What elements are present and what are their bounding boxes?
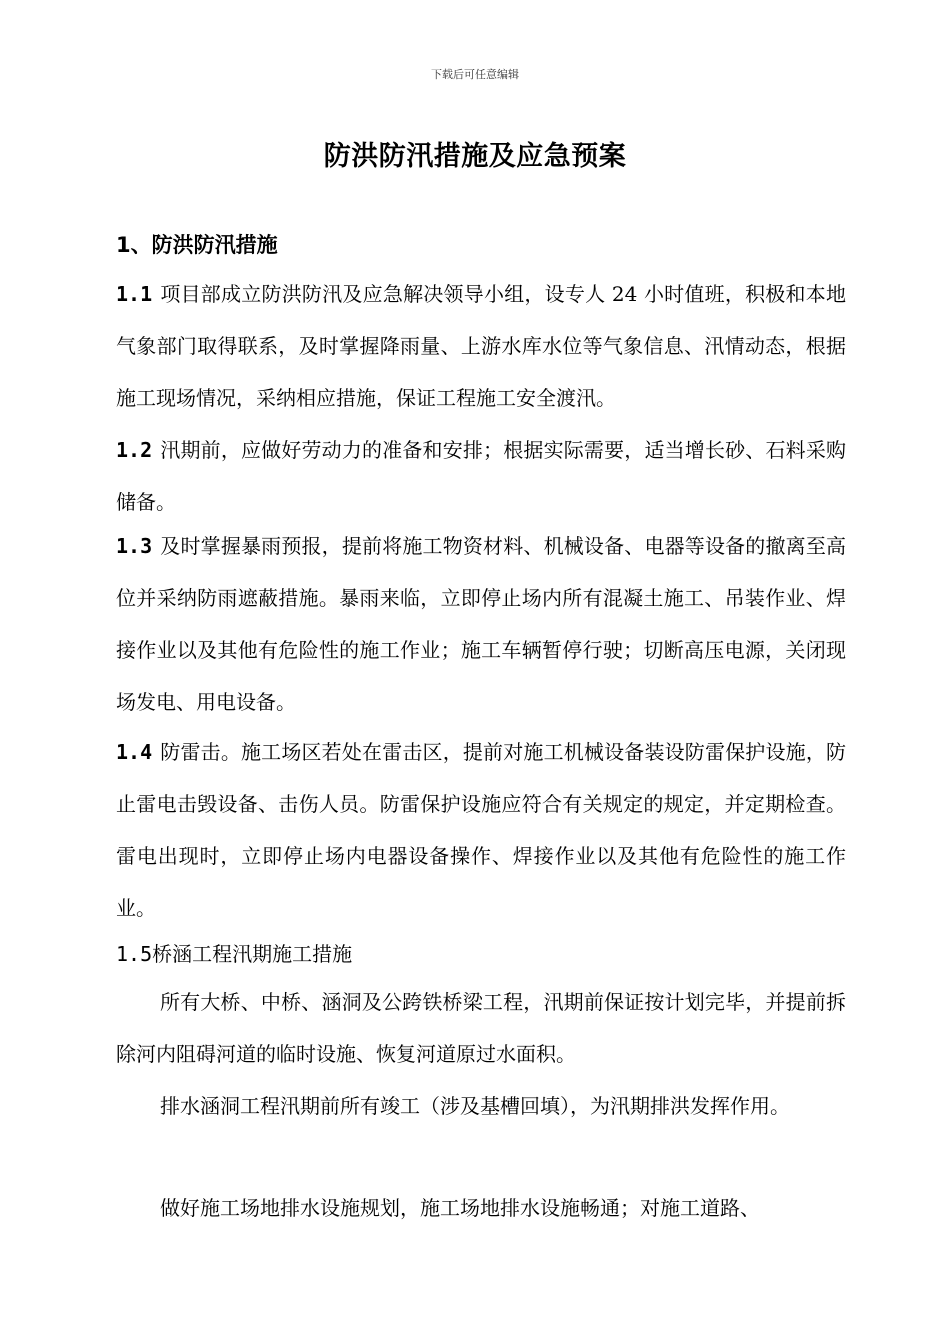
paragraph: 所有大桥、中桥、涵洞及公跨铁桥梁工程，汛期前保证按计划完毕，并提前拆除河内阻碍河道的临时设施、恢复河道原过水面积。 [116, 990, 846, 1066]
item-number: 1.3 [116, 534, 153, 558]
item-number: 1.2 [116, 438, 153, 462]
item-number: 1.5 [116, 942, 153, 966]
item-1-2 [116, 424, 846, 528]
item-text: 桥涵工程汛期施工措施 [152, 942, 353, 966]
page-title: 防洪防汛措施及应急预案 [323, 141, 627, 172]
item-1-3 [116, 520, 846, 728]
item-1-4 [116, 726, 846, 934]
header-note: 下载后可任意编辑 [431, 68, 519, 81]
paragraph: 排水涵洞工程汛期前所有竣工（涉及基槽回填），为汛期排洪发挥作用。 [160, 1094, 790, 1118]
item-number: 1.1 [116, 282, 153, 306]
item-number: 1.4 [116, 740, 153, 764]
section-heading: 1、防洪防汛措施 [116, 233, 278, 257]
item-text: 汛期前，应做好劳动力的准备和安排；根据实际需要，适当增长砂、石料采购储备。 [116, 438, 846, 514]
item-1-1 [116, 268, 846, 424]
item-text: 防雷击。施工场区若处在雷击区，提前对施工机械设备装设防雷保护设施，防止雷电击毁设备、击伤人员。防雷保护设施应符合有关规定的规定，并定期检查。雷电出现时，立即停止场内电器设备操作、焊接作业以及其他有危险性的施工作业。 [116, 740, 846, 920]
item-text: 项目部成立防洪防汛及应急解决领导小组，设专人 24 小时值班，积极和本地气象部门取得联系，及时掌握降雨量、上游水库水位等气象信息、汛情动态，根据施工现场情况，采纳相应措施，保证工程施工安全渡汛。 [116, 282, 846, 410]
item-text: 及时掌握暴雨预报，提前将施工物资材料、机械设备、电器等设备的撤离至高位并采纳防雨遮蔽措施。暴雨来临，立即停止场内所有混凝土施工、吊装作业、焊接作业以及其他有危险性的施工作业；施工车辆暂停行驶；切断高压电源，关闭现场发电、用电设备。 [116, 534, 846, 714]
item-1-5 [116, 928, 846, 980]
paragraph: 做好施工场地排水设施规划，施工场地排水设施畅通；对施工道路、 [160, 1196, 760, 1220]
